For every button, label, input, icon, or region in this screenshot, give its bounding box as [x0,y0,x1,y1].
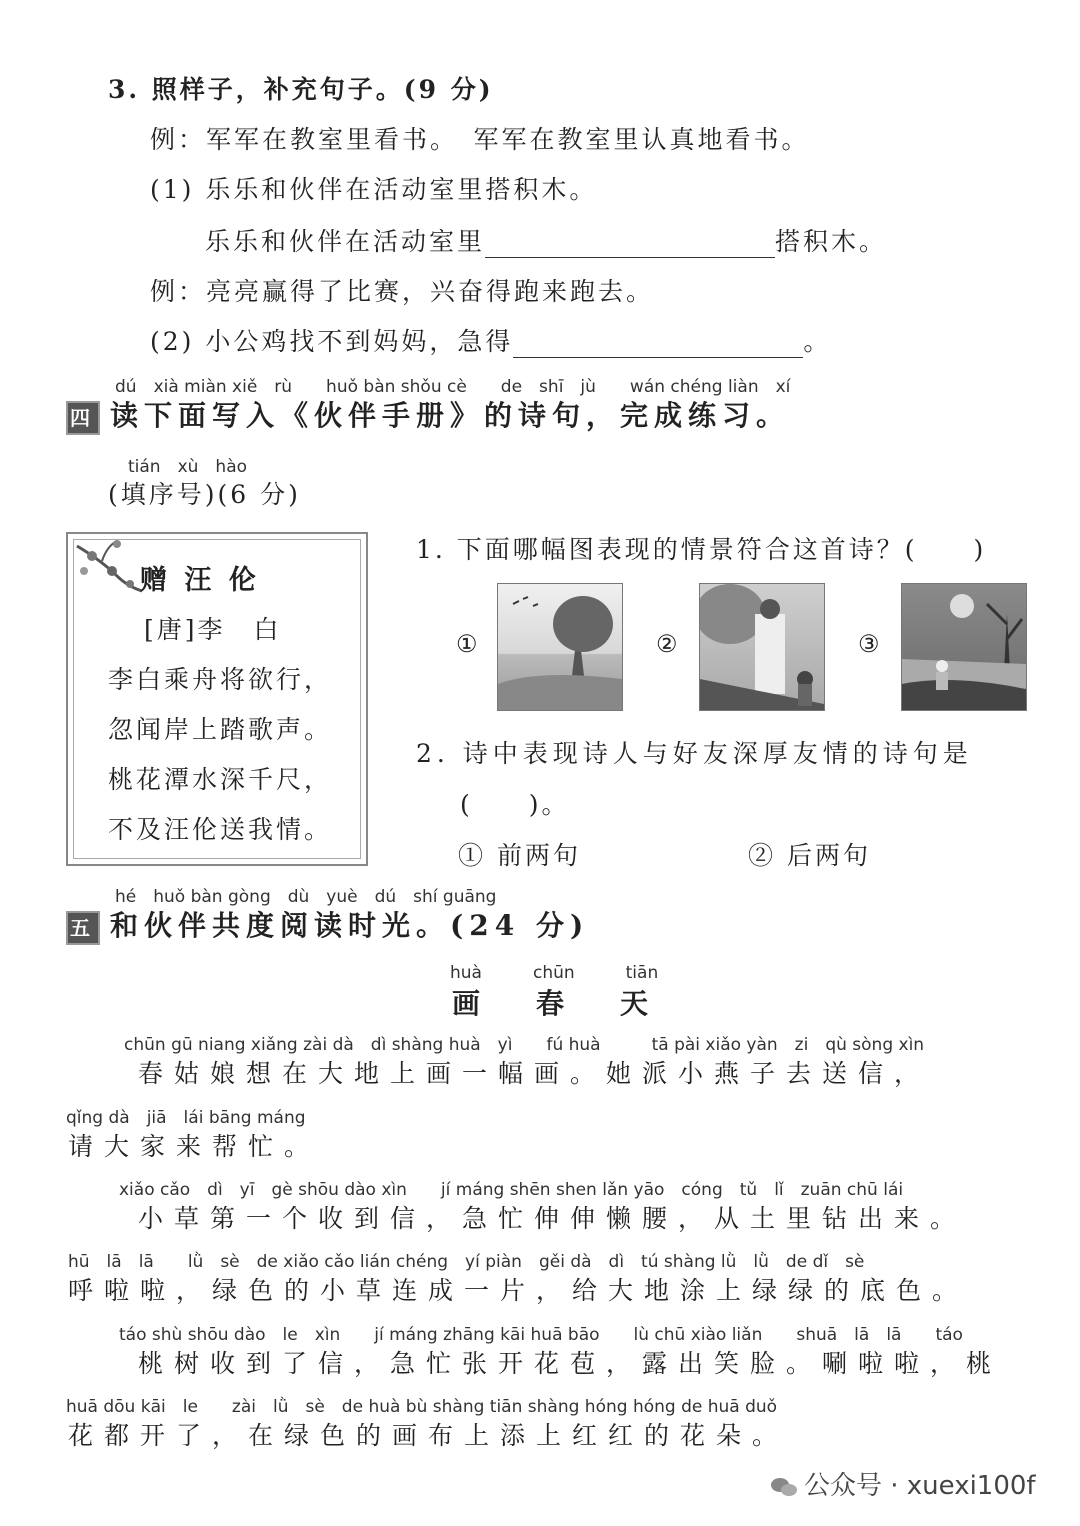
sec5-heading [66,904,589,945]
q3-example-1: 例：军军在教室里看书。 军军在教室里认真地看书。 [150,125,810,154]
q3-item-1-fill-prefix: 乐乐和伙伴在活动室里 [205,227,486,256]
sec4-q2-line1: 2. 诗中表现诗人与好友深厚友情的诗句是 [416,739,973,768]
sec4-q2-line2: ( )。 [460,790,570,819]
q3-item-2-suffix: 。 [803,327,832,356]
poem-line: 桃花潭水深千尺， [108,765,333,794]
q3-item-1: (1) 乐乐和伙伴在活动室里搭积木。 [150,175,598,204]
story-line: 呼啦啦，绿色的小草连成一片，给大地涂上绿绿的底色。 [68,1276,969,1305]
q3-item-2 [150,322,831,358]
story-line: 小草第一个收到信，急忙伸伸懒腰，从土里钻出来。 [102,1204,967,1233]
option-1-label: ① [456,630,478,658]
q3-item-1-fill [205,222,887,258]
poem-line: 李白乘舟将欲行， [108,665,333,694]
poem-box [66,532,368,866]
story-pinyin: huā dōu kāi le zài lǜ sè de huà bù shàng tiān shàng hóng hóng de huā duǒ [66,1397,778,1417]
sec4-heading [66,394,790,435]
sec4-subtitle: (填序号)(6 分) [108,480,301,509]
story-pinyin: xiǎo cǎo dì yī gè shōu dào xìn jí máng shēn shen lǎn yāo cóng tǔ lǐ zuān chū lái [102,1180,904,1200]
story-pinyin: chūn gū niang xiǎng zài dà dì shàng huà yì fú huà tā pài xiǎo yàn zi qù sòng xìn [124,1035,925,1055]
sec4-choice-1: ① 前两句 [458,841,581,870]
story-line: 花都开了，在绿色的画布上添上红红的花朵。 [68,1421,789,1450]
story-pinyin: táo shù shōu dào le xìn jí máng zhāng kāi huā bāo lù chū xiào liǎn shuā lā lā táo [102,1325,963,1345]
story-title-pinyin: huà chūn tiān [450,963,659,983]
poem-line: 不及汪伦送我情。 [108,815,333,844]
watermark-text: 公众号 · xuexi100f [804,1471,1036,1501]
q3-item-1-fill-suffix: 搭积木。 [775,227,888,256]
option-2-picture[interactable] [699,583,825,711]
poem-title: 赠 汪 伦 [140,565,260,596]
sec5-title: 和伙伴共度阅读时光。(24 分) [110,909,590,942]
answer-blank-2[interactable] [513,327,803,358]
sec4-choice-2: ② 后两句 [748,841,871,870]
option-3-label: ③ [858,630,880,658]
poem-line: 忽闻岸上踏歌声。 [108,715,333,744]
wechat-icon [770,1476,798,1498]
sec5-pinyin: hé huǒ bàn gòng dù yuè dú shí guāng [115,887,497,907]
sec4-title: 读下面写入《伙伴手册》的诗句，完成练习。 [110,399,791,432]
q3-example-2: 例：亮亮赢得了比赛，兴奋得跑来跑去。 [150,277,655,306]
story-pinyin: hū lā lā lǜ sè de xiǎo cǎo lián chéng yí piàn gěi dà dì tú shàng lǜ lǜ de dǐ sè [68,1252,865,1272]
option-1-picture[interactable] [497,583,623,711]
sec4-number: 四 [66,401,100,435]
q3-item-2-prefix: (2) 小公鸡找不到妈妈，急得 [150,327,514,356]
sec4-pinyin-2: tián xù hào [128,457,248,477]
watermark [770,1465,1036,1502]
sec4-q1: 1. 下面哪幅图表现的情景符合这首诗？( ) [416,535,987,564]
story-line: 桃树收到了信，急忙张开花苞，露出笑脸。唰啦啦，桃 [102,1349,1003,1378]
sec5-number: 五 [66,911,100,945]
story-pinyin: qǐng dà jiā lái bāng máng [66,1108,306,1128]
q3-title: 3. 照样子，补充句子。(9 分) [108,75,494,104]
option-3-picture[interactable] [901,583,1027,711]
story-line: 春姑娘想在大地上画一幅画。她派小燕子去送信， [102,1059,931,1088]
story-line: 请大家来帮忙。 [68,1132,321,1161]
sec4-pinyin: dú xià miàn xiě rù huǒ bàn shǒu cè de shī jù wán chéng liàn xí [115,377,791,397]
story-title: 画 春 天 [452,987,663,1020]
option-2-label: ② [656,630,678,658]
answer-blank-1[interactable] [485,227,775,258]
poem-author: [唐]李 白 [144,615,282,644]
